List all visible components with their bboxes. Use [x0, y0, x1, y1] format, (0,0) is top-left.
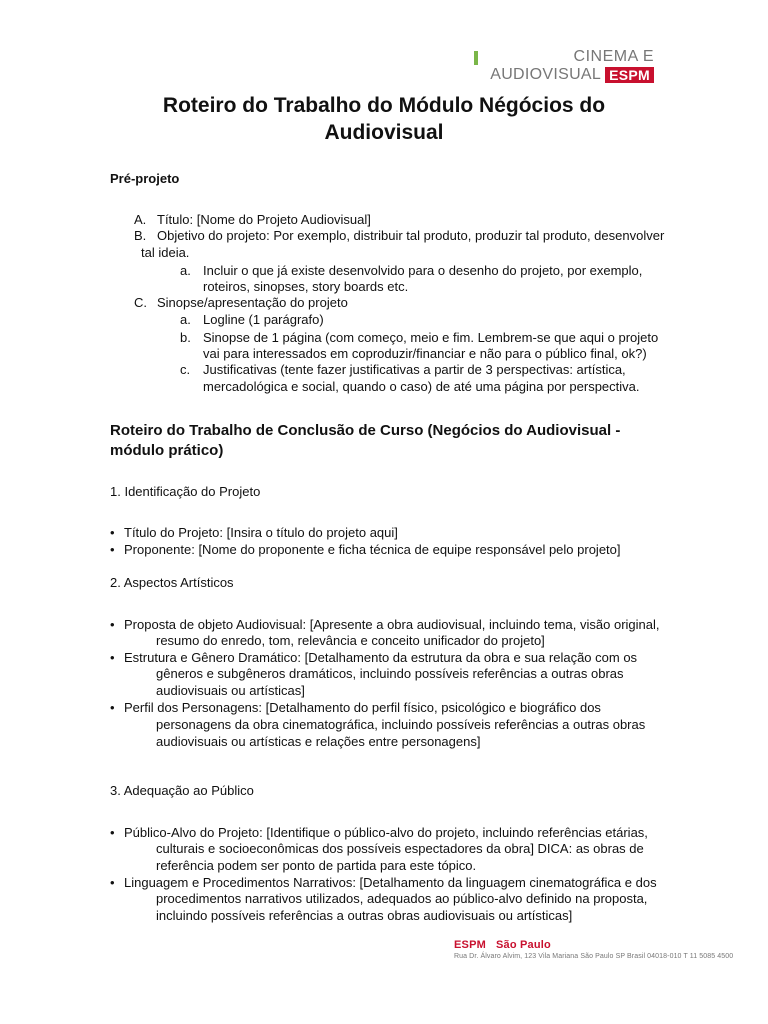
conclusion-heading: Roteiro do Trabalho de Conclusão de Curso (Negócios do Audiovisual - módulo prático)	[110, 422, 621, 459]
bullet: •	[110, 542, 115, 557]
list-marker: C.	[134, 295, 147, 310]
list-item-continuation: referência podem ser ponto de partida para este tópico.	[156, 858, 477, 873]
bullet: •	[110, 525, 115, 540]
list-item-continuation: tal ideia.	[141, 245, 190, 260]
bullet: •	[110, 825, 115, 840]
list-item: Linguagem e Procedimentos Narrativos: [Detalhamento da linguagem cinematográfica e dos	[124, 875, 657, 890]
list-marker: b.	[180, 330, 191, 345]
logo-line1: CINEMA E	[573, 48, 654, 65]
preproject-heading: Pré-projeto	[110, 171, 180, 186]
list-item: Proposta de objeto Audiovisual: [Apresente a obra audiovisual, incluindo tema, visão original,	[124, 617, 660, 632]
document-title: Roteiro do Trabalho do Módulo Négócios do Audiovisual	[162, 94, 606, 144]
footer-address: Rua Dr. Álvaro Alvim, 123 Vila Mariana São Paulo SP Brasil 04018-010 T 11 5085 4500	[454, 953, 734, 960]
list-item-continuation: personagens da obra cinematográfica, incluindo possíveis referências a outras obras	[156, 717, 646, 732]
sub-list-item: Justificativas (tente fazer justificativas a partir de 3 perspectivas: artística,	[203, 362, 626, 377]
list-item: Objetivo do projeto: Por exemplo, distribuir tal produto, produzir tal produto, desenvolver	[157, 228, 665, 243]
list-marker: B.	[134, 228, 147, 243]
section3-heading: 3. Adequação ao Público	[110, 783, 254, 798]
logo-badge: ESPM	[605, 67, 654, 83]
sub-list-item: Sinopse de 1 página (com começo, meio e fim. Lembrem-se que aqui o projeto	[203, 330, 659, 345]
list-marker: a.	[180, 312, 191, 327]
bullet: •	[110, 875, 115, 890]
bullet: •	[110, 650, 115, 665]
logo-line2: AUDIOVISUAL	[490, 66, 602, 83]
list-marker: a.	[180, 263, 191, 278]
list-item: Proponente: [Nome do proponente e ficha técnica de equipe responsável pelo projeto]	[124, 542, 621, 557]
bullet: •	[110, 700, 115, 715]
sub-list-item-continuation: roteiros, sinopses, story boards etc.	[203, 279, 409, 294]
list-item: Sinopse/apresentação do projeto	[157, 295, 348, 310]
list-item: Título: [Nome do Projeto Audiovisual]	[157, 212, 371, 227]
list-item-continuation: audiovisuais ou artísticas]	[156, 683, 305, 698]
list-item-continuation: procedimentos narrativos utilizados, adequados ao público-alvo definido na proposta,	[156, 891, 648, 906]
list-item: Título do Projeto: [Insira o título do projeto aqui]	[124, 525, 398, 540]
section1-heading: 1. Identificação do Projeto	[110, 484, 261, 499]
sub-list-item-continuation: mercadológica e social, quando o caso) de até uma página por perspectiva.	[203, 379, 640, 394]
cinema-audiovisual-espm-logo	[490, 49, 654, 83]
list-item: Perfil dos Personagens: [Detalhamento do perfil físico, psicológico e biográfico dos	[124, 700, 601, 715]
list-marker: A.	[134, 212, 147, 227]
list-item-continuation: audiovisuais ou artísticas e relações entre personagens]	[156, 734, 481, 749]
sub-list-item: Logline (1 parágrafo)	[203, 312, 324, 327]
bullet: •	[110, 617, 115, 632]
list-marker: c.	[180, 362, 191, 377]
sub-list-item-continuation: vai para interessados em coproduzir/financiar e não para o público final, ok?)	[203, 346, 647, 361]
list-item-continuation: gêneros e subgêneros dramáticos, incluindo possíveis referências a outras obras	[156, 666, 624, 681]
list-item-continuation: culturais e socioeconômicas dos possíveis espectadores da obra] DICA: as obras de	[156, 841, 644, 856]
footer-address-block	[454, 939, 733, 960]
footer-city: São Paulo	[495, 939, 551, 951]
sub-list-item: Incluir o que já existe desenvolvido para o desenho do projeto, por exemplo,	[203, 263, 643, 278]
list-item: Estrutura e Gênero Dramático: [Detalhamento da estrutura da obra e sua relação com os	[124, 650, 638, 665]
footer-brand: ESPM	[454, 939, 486, 951]
section2-heading: 2. Aspectos Artísticos	[110, 575, 234, 590]
list-item-continuation: incluindo possíveis referências a outras obras audiovisuais ou artísticas]	[156, 908, 573, 923]
list-item-continuation: resumo do enredo, tom, relevância e conceito unificador do projeto]	[156, 633, 545, 648]
logo-accent-bar	[474, 51, 478, 65]
list-item: Público-Alvo do Projeto: [Identifique o público-alvo do projeto, incluindo referências etárias,	[124, 825, 648, 840]
